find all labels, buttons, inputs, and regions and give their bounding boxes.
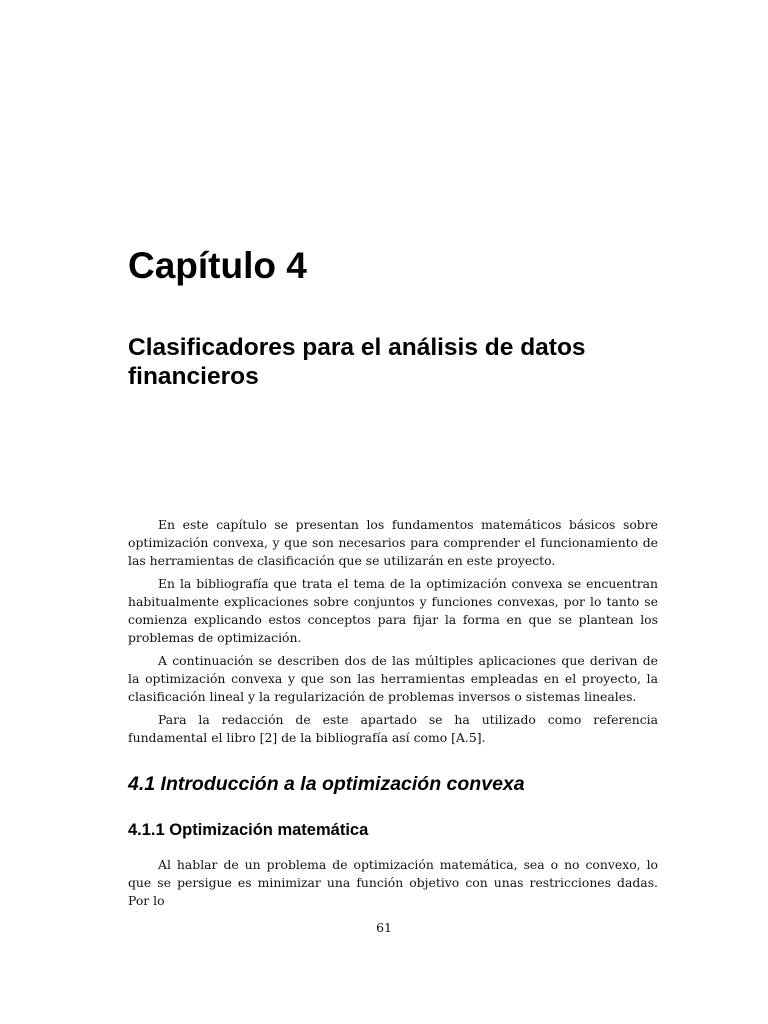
subsection-heading: 4.1.1 Optimización matemática <box>128 821 369 839</box>
chapter-title: Clasificadores para el análisis de datos financieros <box>128 334 586 390</box>
chapter-label: Capítulo 4 <box>128 245 307 286</box>
page-number: 61 <box>376 920 392 935</box>
section-heading: 4.1 Introducción a la optimización convexa <box>128 773 525 795</box>
section-text <box>128 856 658 915</box>
intro-text <box>128 516 658 752</box>
paragraph: En la bibliografía que trata el tema de la optimización convexa se encuentran habitualmente explicaciones sobre conjuntos y funciones convexas, por lo tanto se comienza explicando estos conceptos para fijar la forma en que se plantean los problemas de optimización. <box>128 576 658 645</box>
paragraph: En este capítulo se presentan los fundamentos matemáticos básicos sobre optimización convexa, y que son necesarios para comprender el funcionamiento de las herramientas de clasificación que se utilizarán en este proyecto. <box>128 517 658 568</box>
paragraph: Para la redacción de este apartado se ha utilizado como referencia fundamental el libro [2] de la bibliografía así como [A.5]. <box>128 712 658 745</box>
paragraph: Al hablar de un problema de optimización matemática, sea o no convexo, lo que se persigue es minimizar una función objetivo con unas restricciones dadas. Por lo <box>128 857 658 908</box>
paragraph: A continuación se describen dos de las múltiples aplicaciones que derivan de la optimización convexa y que son las herramientas empleadas en el proyecto, la clasificación lineal y la regularización de problemas inversos o sistemas lineales. <box>128 653 658 704</box>
